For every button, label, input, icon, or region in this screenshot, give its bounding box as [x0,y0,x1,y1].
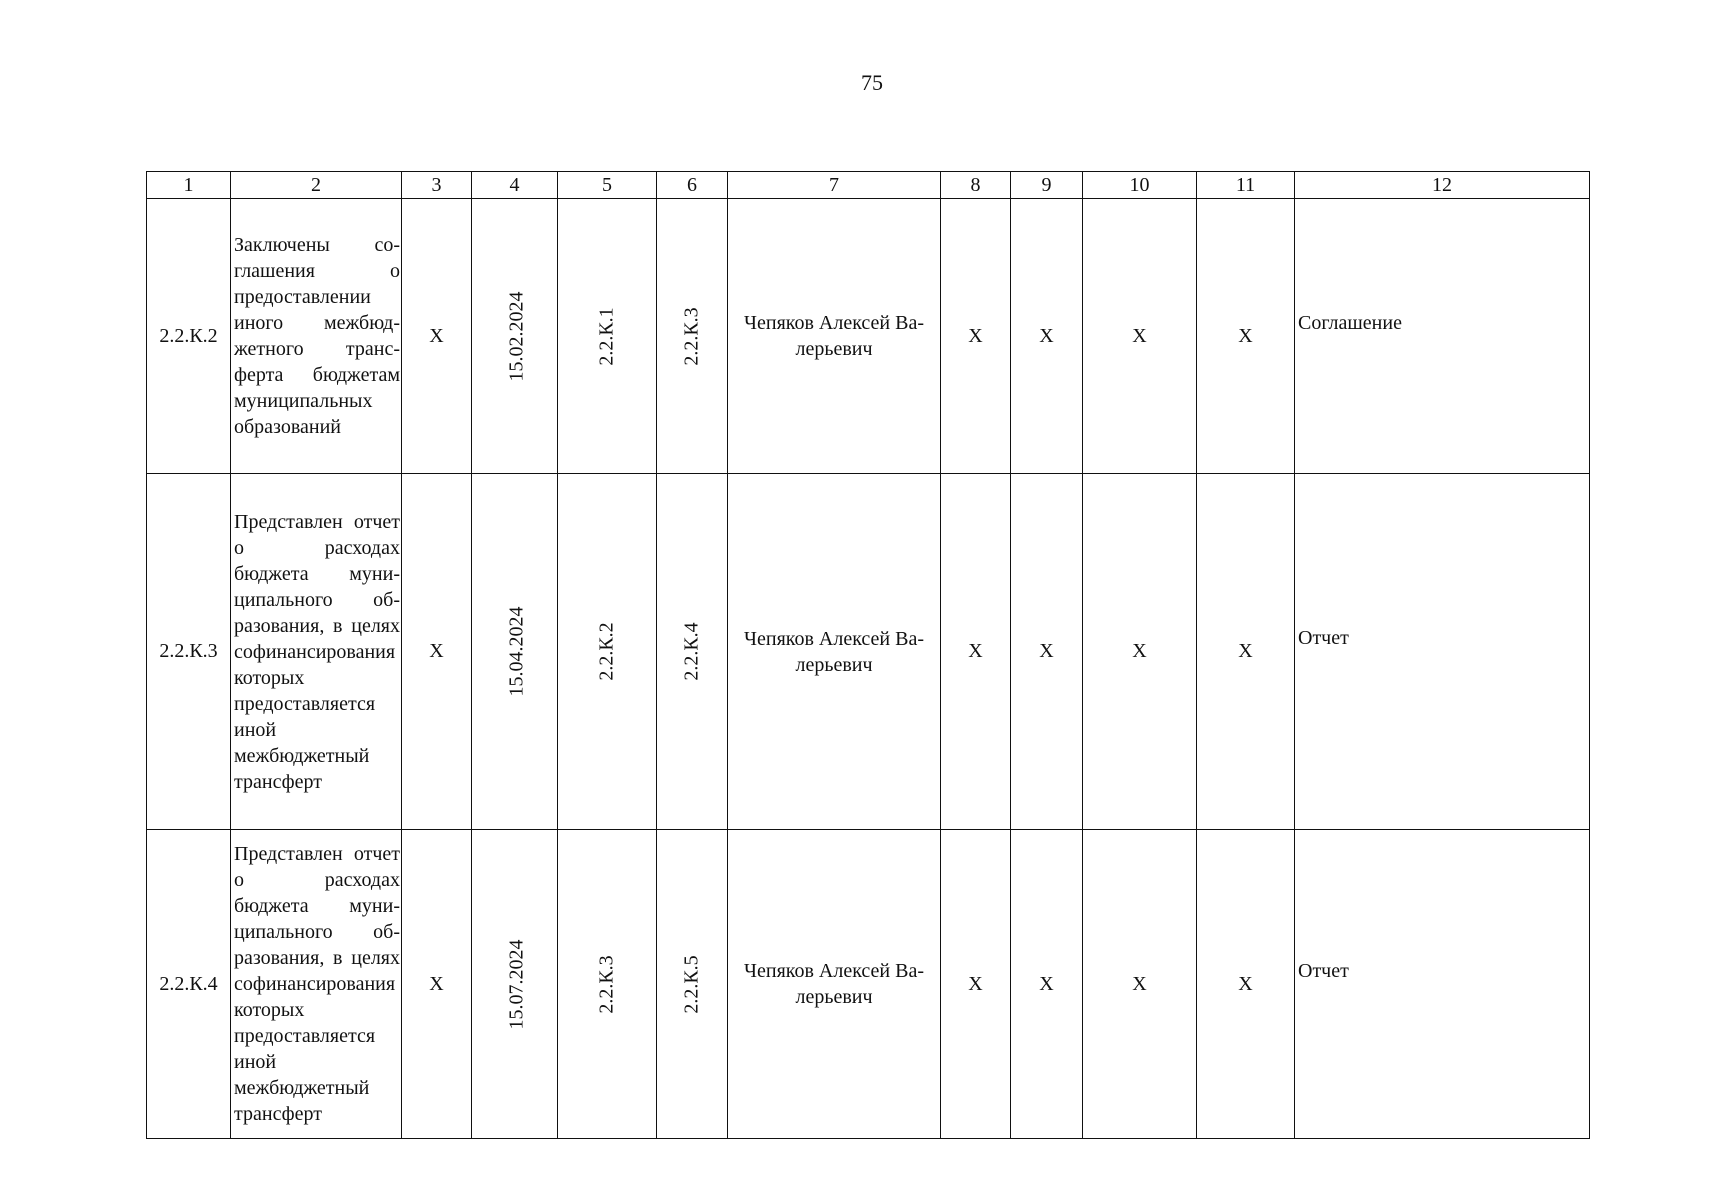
table-row [147,199,1590,474]
row-next-text: 2.2.К.4 [680,622,703,681]
row-col9: X [1011,830,1083,1139]
row-date [472,830,558,1139]
row-col3: X [402,830,472,1139]
column-header: 10 [1083,172,1197,199]
row-date [472,474,558,830]
column-header: 8 [941,172,1011,199]
row-col11: X [1197,830,1295,1139]
row-col10: X [1083,474,1197,830]
row-responsible: Чепяков Алексей Валерьевич [728,474,941,830]
column-header: 11 [1197,172,1295,199]
row-prev-text: 2.2.К.2 [595,622,618,681]
row-description-text: Представлен отчет о расходах бюджета муниципального образования, в целях софинансирования которых предоставляется иной межбюджетный трансферт [234,510,400,793]
row-id: 2.2.К.4 [147,830,231,1139]
row-col9: X [1011,474,1083,830]
header-row [147,172,1590,199]
column-header: 5 [558,172,657,199]
row-next [657,474,728,830]
row-next-text: 2.2.К.5 [680,954,703,1014]
row-col3: X [402,474,472,830]
row-description-text: Представлен отчет о расходах бюджета муниципального образования, в целях софинансирования которых предоставляется иной межбюджетный трансферт [234,843,400,1125]
row-prev [558,830,657,1139]
row-prev [558,199,657,474]
row-date-text: 15.04.2024 [505,606,528,697]
column-header: 9 [1011,172,1083,199]
row-col8: X [941,830,1011,1139]
row-col9: X [1011,199,1083,474]
row-prev-text: 2.2.К.3 [595,954,618,1014]
row-description [231,199,402,474]
table-row [147,830,1590,1139]
row-col10: X [1083,199,1197,474]
row-col11: X [1197,199,1295,474]
row-date [472,199,558,474]
row-id: 2.2.К.3 [147,474,231,830]
row-document: Соглашение [1295,199,1590,474]
row-id: 2.2.К.2 [147,199,231,474]
column-header: 7 [728,172,941,199]
row-col11: X [1197,474,1295,830]
page-number: 75 [861,70,883,95]
row-description [231,830,402,1139]
table-row [147,474,1590,830]
column-header: 2 [231,172,402,199]
row-document: Отчет [1295,474,1590,830]
row-next [657,830,728,1139]
row-next-text: 2.2.К.3 [680,306,703,366]
column-header: 4 [472,172,558,199]
row-date-text: 15.07.2024 [505,939,528,1029]
control-points-table [146,171,1590,1139]
row-prev-text: 2.2.К.1 [595,306,618,366]
row-col8: X [941,199,1011,474]
row-prev [558,474,657,830]
row-col8: X [941,474,1011,830]
row-col3: X [402,199,472,474]
row-col10: X [1083,830,1197,1139]
column-header: 6 [657,172,728,199]
row-date-text: 15.02.2024 [505,291,528,381]
row-description [231,474,402,830]
row-responsible: Чепяков Алексей Валерьевич [728,199,941,474]
row-next [657,199,728,474]
row-responsible: Чепяков Алексей Валерьевич [728,830,941,1139]
row-document: Отчет [1295,830,1590,1139]
column-header: 1 [147,172,231,199]
column-header: 12 [1295,172,1590,199]
column-header: 3 [402,172,472,199]
row-description-text: Заключены соглашения о предоставлении иного межбюджетного трансферта бюджетам муниципальных образований [234,234,400,438]
